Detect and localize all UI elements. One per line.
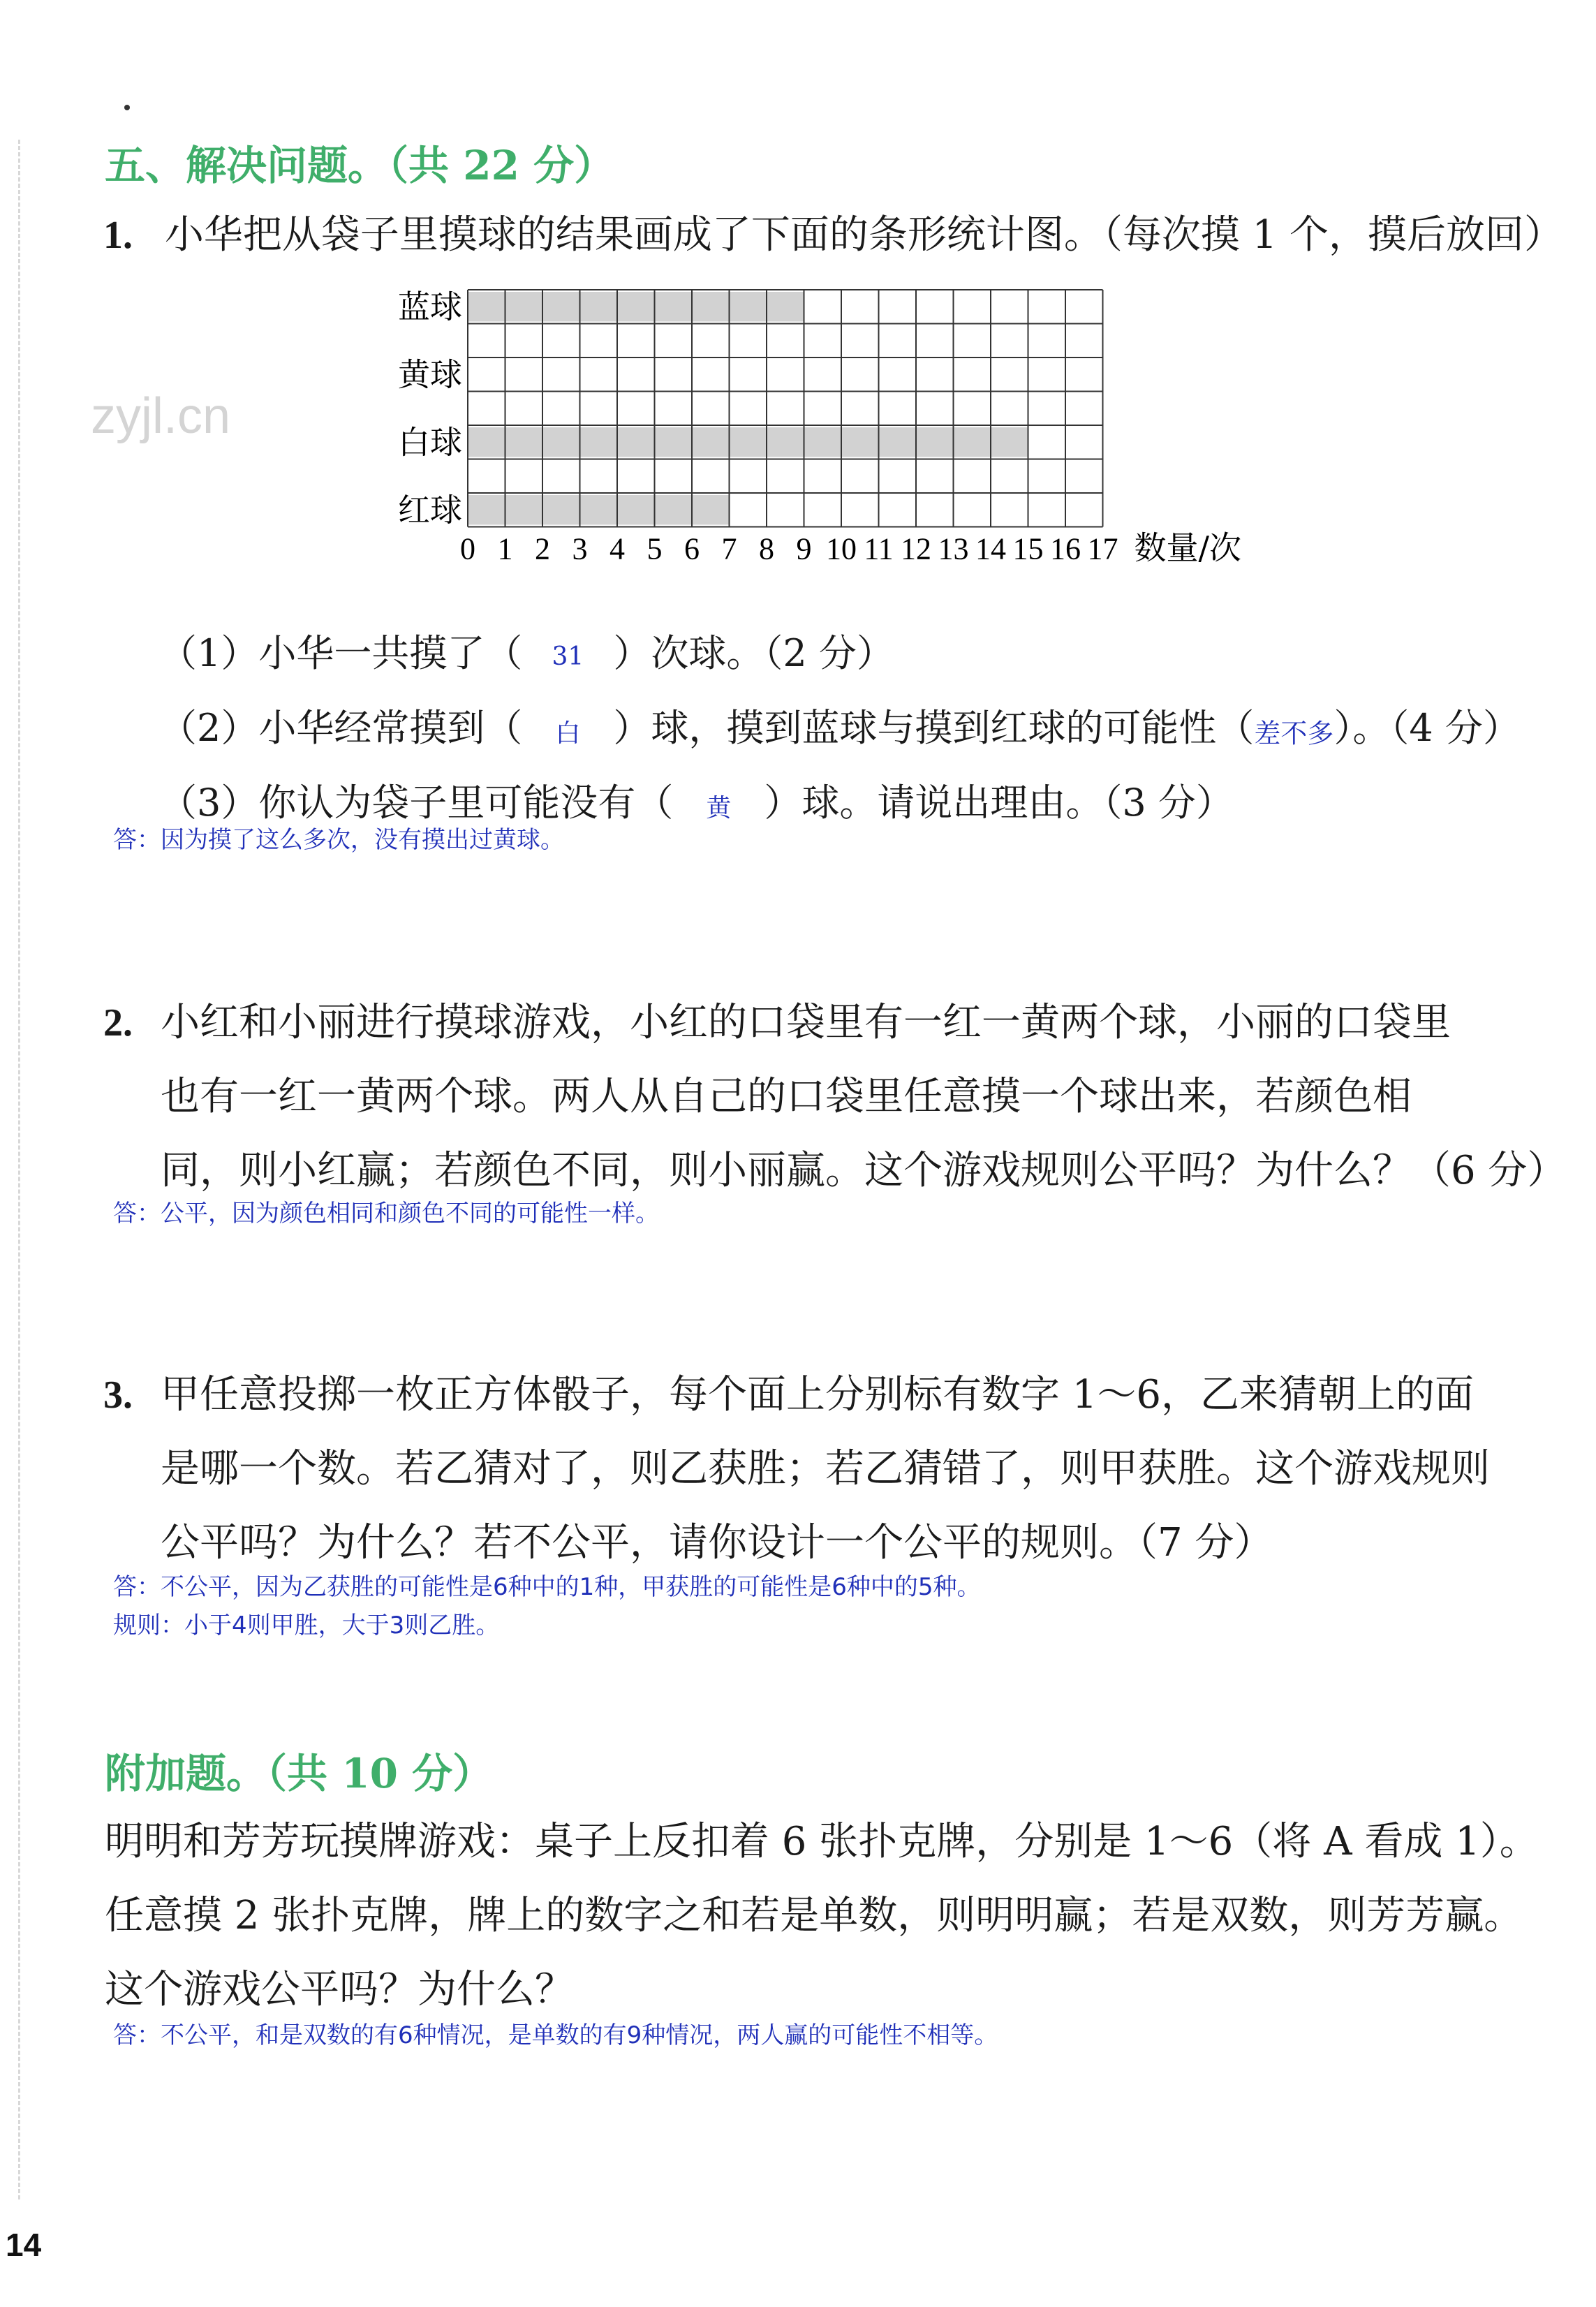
x-tick-label: 7 — [721, 531, 737, 566]
x-tick-label: 16 — [1050, 531, 1081, 566]
x-tick-label: 14 — [975, 531, 1006, 566]
q1-sub1 — [159, 624, 894, 677]
question-2-text — [161, 986, 1566, 1208]
q1-sub2-middle: ）球，摸到蓝球与摸到红球的可能性（ — [613, 706, 1255, 750]
q1-sub2-answer2: 差不多 — [1254, 718, 1334, 749]
page-number: 14 — [6, 2227, 42, 2263]
question-2-line: 同，则小红赢；若颜色不同，则小丽赢。这个游戏规则公平吗？为什么？（6 分） — [161, 1148, 1567, 1193]
category-label: 黄球 — [398, 355, 462, 394]
question-1-text: 小华把从袋子里摸球的结果画成了下面的条形统计图。（每次摸 1 个，摸后放回） — [164, 212, 1564, 258]
x-tick-label: 13 — [938, 531, 969, 566]
bonus-line: 任意摸 2 张扑克牌，牌上的数字之和若是单数，则明明赢；若是双数，则芳芳赢。 — [105, 1893, 1523, 1938]
category-label: 红球 — [398, 491, 462, 529]
question-1 — [103, 198, 1563, 272]
watermark: zyjl.cn — [91, 388, 231, 444]
section-score: （共 22 分） — [388, 142, 615, 189]
question-2-number: 2. — [103, 1001, 133, 1045]
x-tick-label: 15 — [1012, 531, 1044, 566]
q1-sub3-after: ）球。请说出理由。（3 分） — [764, 781, 1234, 825]
q1-sub2-before: （2）小华经常摸到（ — [159, 706, 523, 750]
question-3 — [103, 1358, 133, 1432]
q1-sub3 — [159, 773, 1234, 827]
bonus-line: 明明和芳芳玩摸牌游戏：桌子上反扣着 6 张扑克牌，分别是 1～6（将 A 看成 1）。 — [105, 1819, 1539, 1864]
bar-0 — [468, 292, 804, 322]
bonus-title: 附加题。 — [105, 1750, 267, 1797]
q1-sub3-answer: 黄 — [706, 793, 732, 823]
question-1-number: 1. — [103, 214, 133, 257]
x-tick-label: 4 — [609, 531, 625, 566]
q1-sub3-before: （3）你认为袋子里可能没有（ — [159, 781, 674, 825]
category-label: 蓝球 — [398, 288, 462, 326]
x-tick-label: 5 — [646, 531, 663, 566]
bar-chart — [377, 286, 1354, 607]
bonus-text — [105, 1805, 1539, 2027]
bonus-score: （共 10 分） — [267, 1750, 494, 1797]
x-tick-label: 11 — [864, 531, 894, 566]
margin-dashed-line — [18, 140, 20, 2199]
question-2 — [103, 986, 133, 1060]
bonus-answer: 答：不公平，和是双数的有6种情况，是单数的有9种情况，两人赢的可能性不相等。 — [113, 2021, 998, 2049]
question-2-line: 小红和小丽进行摸球游戏，小红的口袋里有一红一黄两个球，小丽的口袋里 — [161, 1000, 1451, 1045]
q2-answer: 答：公平，因为颜色相同和颜色不同的可能性一样。 — [113, 1200, 659, 1228]
q1-sub1-answer: 31 — [552, 642, 584, 671]
section-heading — [105, 133, 614, 191]
question-3-line: 公平吗？为什么？若不公平，请你设计一个公平的规则。（7 分） — [161, 1520, 1273, 1565]
x-tick-label: 1 — [497, 531, 513, 566]
x-tick-label: 2 — [535, 531, 550, 566]
question-2-line: 也有一红一黄两个球。两人从自己的口袋里任意摸一个球出来，若颜色相 — [161, 1074, 1412, 1119]
category-label: 白球 — [398, 423, 462, 462]
question-3-text — [161, 1358, 1490, 1580]
q1-sub2 — [159, 698, 1521, 752]
q3-answer-2: 规则：小于4则甲胜，大于3则乙胜。 — [113, 1612, 500, 1639]
x-tick-label: 17 — [1087, 531, 1118, 566]
question-3-line: 甲任意投掷一枚正方体骰子，每个面上分别标有数字 1～6，乙来猜朝上的面 — [161, 1372, 1475, 1417]
x-tick-label: 12 — [901, 531, 931, 566]
q1-sub1-after: ）次球。（2 分） — [613, 631, 894, 675]
bonus-heading — [105, 1741, 493, 1799]
chart-x-axis-label: 数量/次 — [1134, 529, 1241, 567]
corner-dot — [124, 105, 130, 110]
bonus-line: 这个游戏公平吗？为什么？ — [105, 1967, 574, 2012]
x-tick-label: 0 — [460, 531, 475, 566]
q3-answer-1: 答：不公平，因为乙获胜的可能性是6种中的1种，甲获胜的可能性是6种中的5种。 — [113, 1573, 981, 1601]
x-tick-label: 6 — [684, 531, 700, 566]
question-3-number: 3. — [103, 1373, 133, 1417]
q1-sub1-before: （1）小华一共摸了（ — [159, 631, 523, 675]
q1-sub2-answer: 白 — [555, 718, 581, 748]
bar-3 — [468, 495, 730, 525]
x-tick-label: 3 — [572, 531, 588, 566]
x-tick-label: 10 — [826, 531, 857, 566]
question-3-line: 是哪一个数。若乙猜对了，则乙获胜；若乙猜错了，则甲获胜。这个游戏规则 — [161, 1446, 1490, 1491]
q1-answer: 答：因为摸了这么多次，没有摸出过黄球。 — [113, 826, 564, 854]
q1-sub2-after: ）。（4 分） — [1333, 706, 1521, 750]
x-tick-label: 8 — [759, 531, 774, 566]
section-title: 五、解决问题。 — [105, 142, 389, 189]
x-tick-label: 9 — [796, 531, 812, 566]
bar-2 — [468, 427, 1028, 457]
